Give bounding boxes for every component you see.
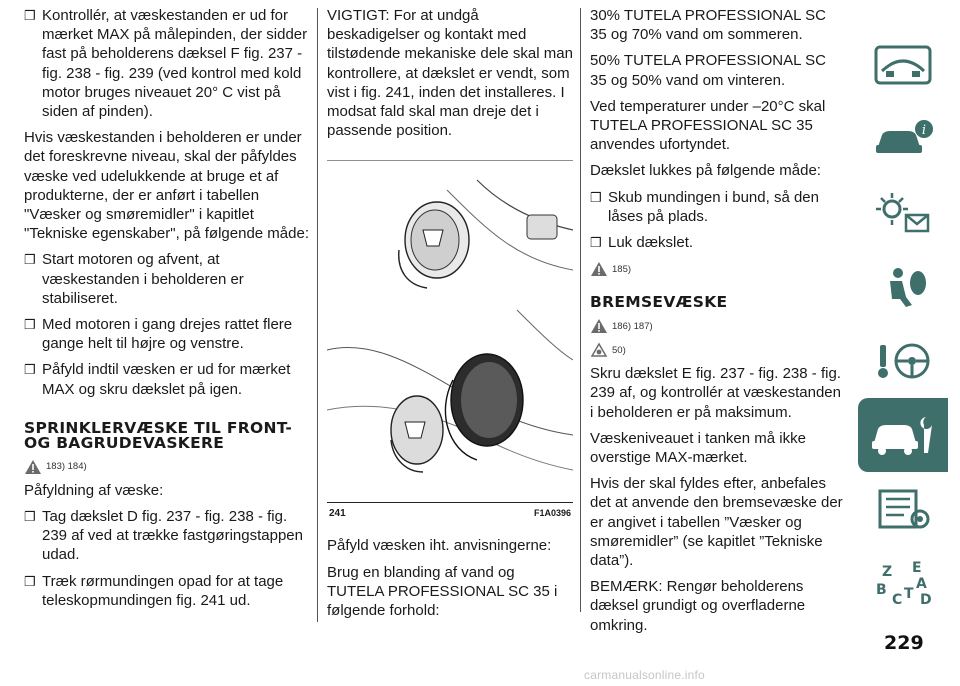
column-divider xyxy=(317,8,318,622)
warning-reference: 186) 187) xyxy=(590,316,846,336)
bullet-item: ❒ Start motoren og afvent, at væskestanden i beholderen er stabiliseret. xyxy=(24,251,244,307)
paragraph: Påfyldning af væske: xyxy=(24,481,164,499)
paragraph: Hvis der skal fyldes efter, anbefales det at anvende den bremsevæske der er angivet i tabellen ”Væsker og smøremidler” (se kapitlet ”Tekniske data”). xyxy=(590,475,843,570)
checkbox-bullet-icon: ❒ xyxy=(24,573,36,589)
tab-maintenance[interactable] xyxy=(858,398,948,472)
page-number: 229 xyxy=(884,632,924,654)
checklist-icon xyxy=(872,487,934,531)
tab-index[interactable] xyxy=(858,546,948,620)
paragraph: Brug en blanding af vand og TUTELA PROFESSIONAL SC 35 i følgende forhold: xyxy=(327,563,558,620)
svg-text:B: B xyxy=(876,582,887,598)
car-info-icon xyxy=(872,117,934,161)
tab-dashboard[interactable] xyxy=(858,28,948,102)
watermark: carmanualsonline.info xyxy=(584,668,705,682)
paragraph: Skru dækslet E fig. 237 - fig. 238 - fig. 239 af, og kontrollér at væskestanden i beholderen er på maksimum. xyxy=(590,365,841,421)
section-heading: SPRINKLERVÆSKE TIL FRONT- OG BAGRUDEVASKERE xyxy=(24,418,293,452)
svg-text:A: A xyxy=(916,576,927,592)
figure-number: 241 xyxy=(329,508,346,520)
car-dashboard-icon xyxy=(872,43,934,87)
text-column-right xyxy=(590,6,846,642)
bullet-item: ❒ Med motoren i gang drejes rattet flere gange helt til højre og venstre. xyxy=(24,316,293,353)
checkbox-bullet-icon: ❒ xyxy=(590,235,602,251)
paragraph: BEMÆRK: Rengør beholderens dæksel grundigt og overfladerne omkring. xyxy=(590,578,806,634)
bullet-item: ❒ Træk rørmundingen opad for at tage teleskopmundingen fig. 241 ud. xyxy=(24,572,284,609)
tab-technical-data[interactable] xyxy=(858,472,948,546)
svg-text:i: i xyxy=(921,123,927,138)
warning-reference: 185) xyxy=(590,259,846,279)
tab-warning-lights[interactable] xyxy=(858,176,948,250)
paragraph: Hvis væskestanden i beholderen er under det foreskrevne niveau, skal der påfyldes væske ved udelukkende at bruge et af produkterne, der er anført i tabellen "Væsker og smøremidler" i kapitlet "Tekniske egenskaber", på følgende måde: xyxy=(24,129,309,243)
bullet-item: ❒ Skub mundingen i bund, så den låses på plads. xyxy=(590,188,819,225)
tab-car-info[interactable] xyxy=(858,102,948,176)
checkbox-bullet-icon: ❒ xyxy=(590,189,602,205)
tab-safety[interactable] xyxy=(858,250,948,324)
steering-key-icon xyxy=(872,339,934,383)
paragraph: Ved temperaturer under –20°C skal TUTELA PROFESSIONAL SC 35 anvendes ufortyndet. xyxy=(590,97,826,154)
car-service-icon xyxy=(870,413,936,457)
text-column-left xyxy=(24,6,310,617)
section-heading: BREMSEVÆSKE xyxy=(590,293,728,312)
svg-text:Z: Z xyxy=(882,564,893,580)
svg-text:T: T xyxy=(904,586,914,602)
bullet-item: ❒ Luk dækslet. xyxy=(590,234,694,252)
warning-triangle-icon xyxy=(590,318,608,334)
chapter-sidebar xyxy=(858,28,948,620)
paragraph: 30% TUTELA PROFESSIONAL SC 35 og 70% vand om sommeren. xyxy=(590,7,826,44)
washer-reservoir-illustration xyxy=(327,160,573,500)
checkbox-bullet-icon: ❒ xyxy=(24,509,36,525)
figure-caption-rule xyxy=(327,502,573,503)
text-column-middle xyxy=(327,6,573,627)
bullet-item: ❒ Kontrollér, at væskestanden er ud for mærket MAX på målepinden, der sidder fast på beholderens dæksel F fig. 237 - fig. 238 - fig. 239 (ved kontrol med kold motor bruges niveauet 20° C vist på siden af pinden). xyxy=(24,7,308,121)
paragraph: Væskeniveauet i tanken må ikke overstige MAX-mærket. xyxy=(590,429,806,467)
paragraph: Påfyld væsken iht. anvisningerne: xyxy=(327,537,552,555)
warning-triangle-icon xyxy=(24,459,42,475)
airbag-passenger-icon xyxy=(872,265,934,309)
svg-text:E: E xyxy=(912,560,922,576)
figure-code: F1A0396 xyxy=(533,508,571,519)
tab-starting-driving[interactable] xyxy=(858,324,948,398)
bullet-item: ❒ Tag dækslet D fig. 237 - fig. 238 - fig. 239 af ved at trække fastgøringstappen udad. xyxy=(24,508,303,564)
caution-hand-icon xyxy=(590,342,608,358)
bullet-item: ❒ Påfyld indtil væsken er ud for mærket MAX og skru dækslet på igen. xyxy=(24,361,291,398)
column-divider xyxy=(580,8,581,612)
checkbox-bullet-icon: ❒ xyxy=(24,317,36,333)
warning-reference: 50) xyxy=(590,340,846,360)
checkbox-bullet-icon: ❒ xyxy=(24,362,36,378)
warning-triangle-icon xyxy=(590,261,608,277)
checkbox-bullet-icon: ❒ xyxy=(24,252,36,268)
paragraph: Dækslet lukkes på følgende måde: xyxy=(590,162,821,180)
svg-text:D: D xyxy=(920,592,932,608)
paragraph: 50% TUTELA PROFESSIONAL SC 35 og 50% vand om vinteren. xyxy=(590,52,826,89)
checkbox-bullet-icon: ❒ xyxy=(24,8,36,23)
figure-241 xyxy=(327,150,573,522)
alphabet-index-icon xyxy=(872,558,934,608)
svg-text:C: C xyxy=(892,592,903,608)
warning-reference: 183) 184) xyxy=(24,457,310,477)
warning-lights-icon xyxy=(872,191,934,235)
paragraph: VIGTIGT: For at undgå beskadigelser og kontakt med tilstødende mekaniske dele skal man kontrollere, at dækslet er vendt, som vist i fig. 241, inden det installeres. I modsat fald skal man dreje det i passende position. xyxy=(327,7,573,140)
